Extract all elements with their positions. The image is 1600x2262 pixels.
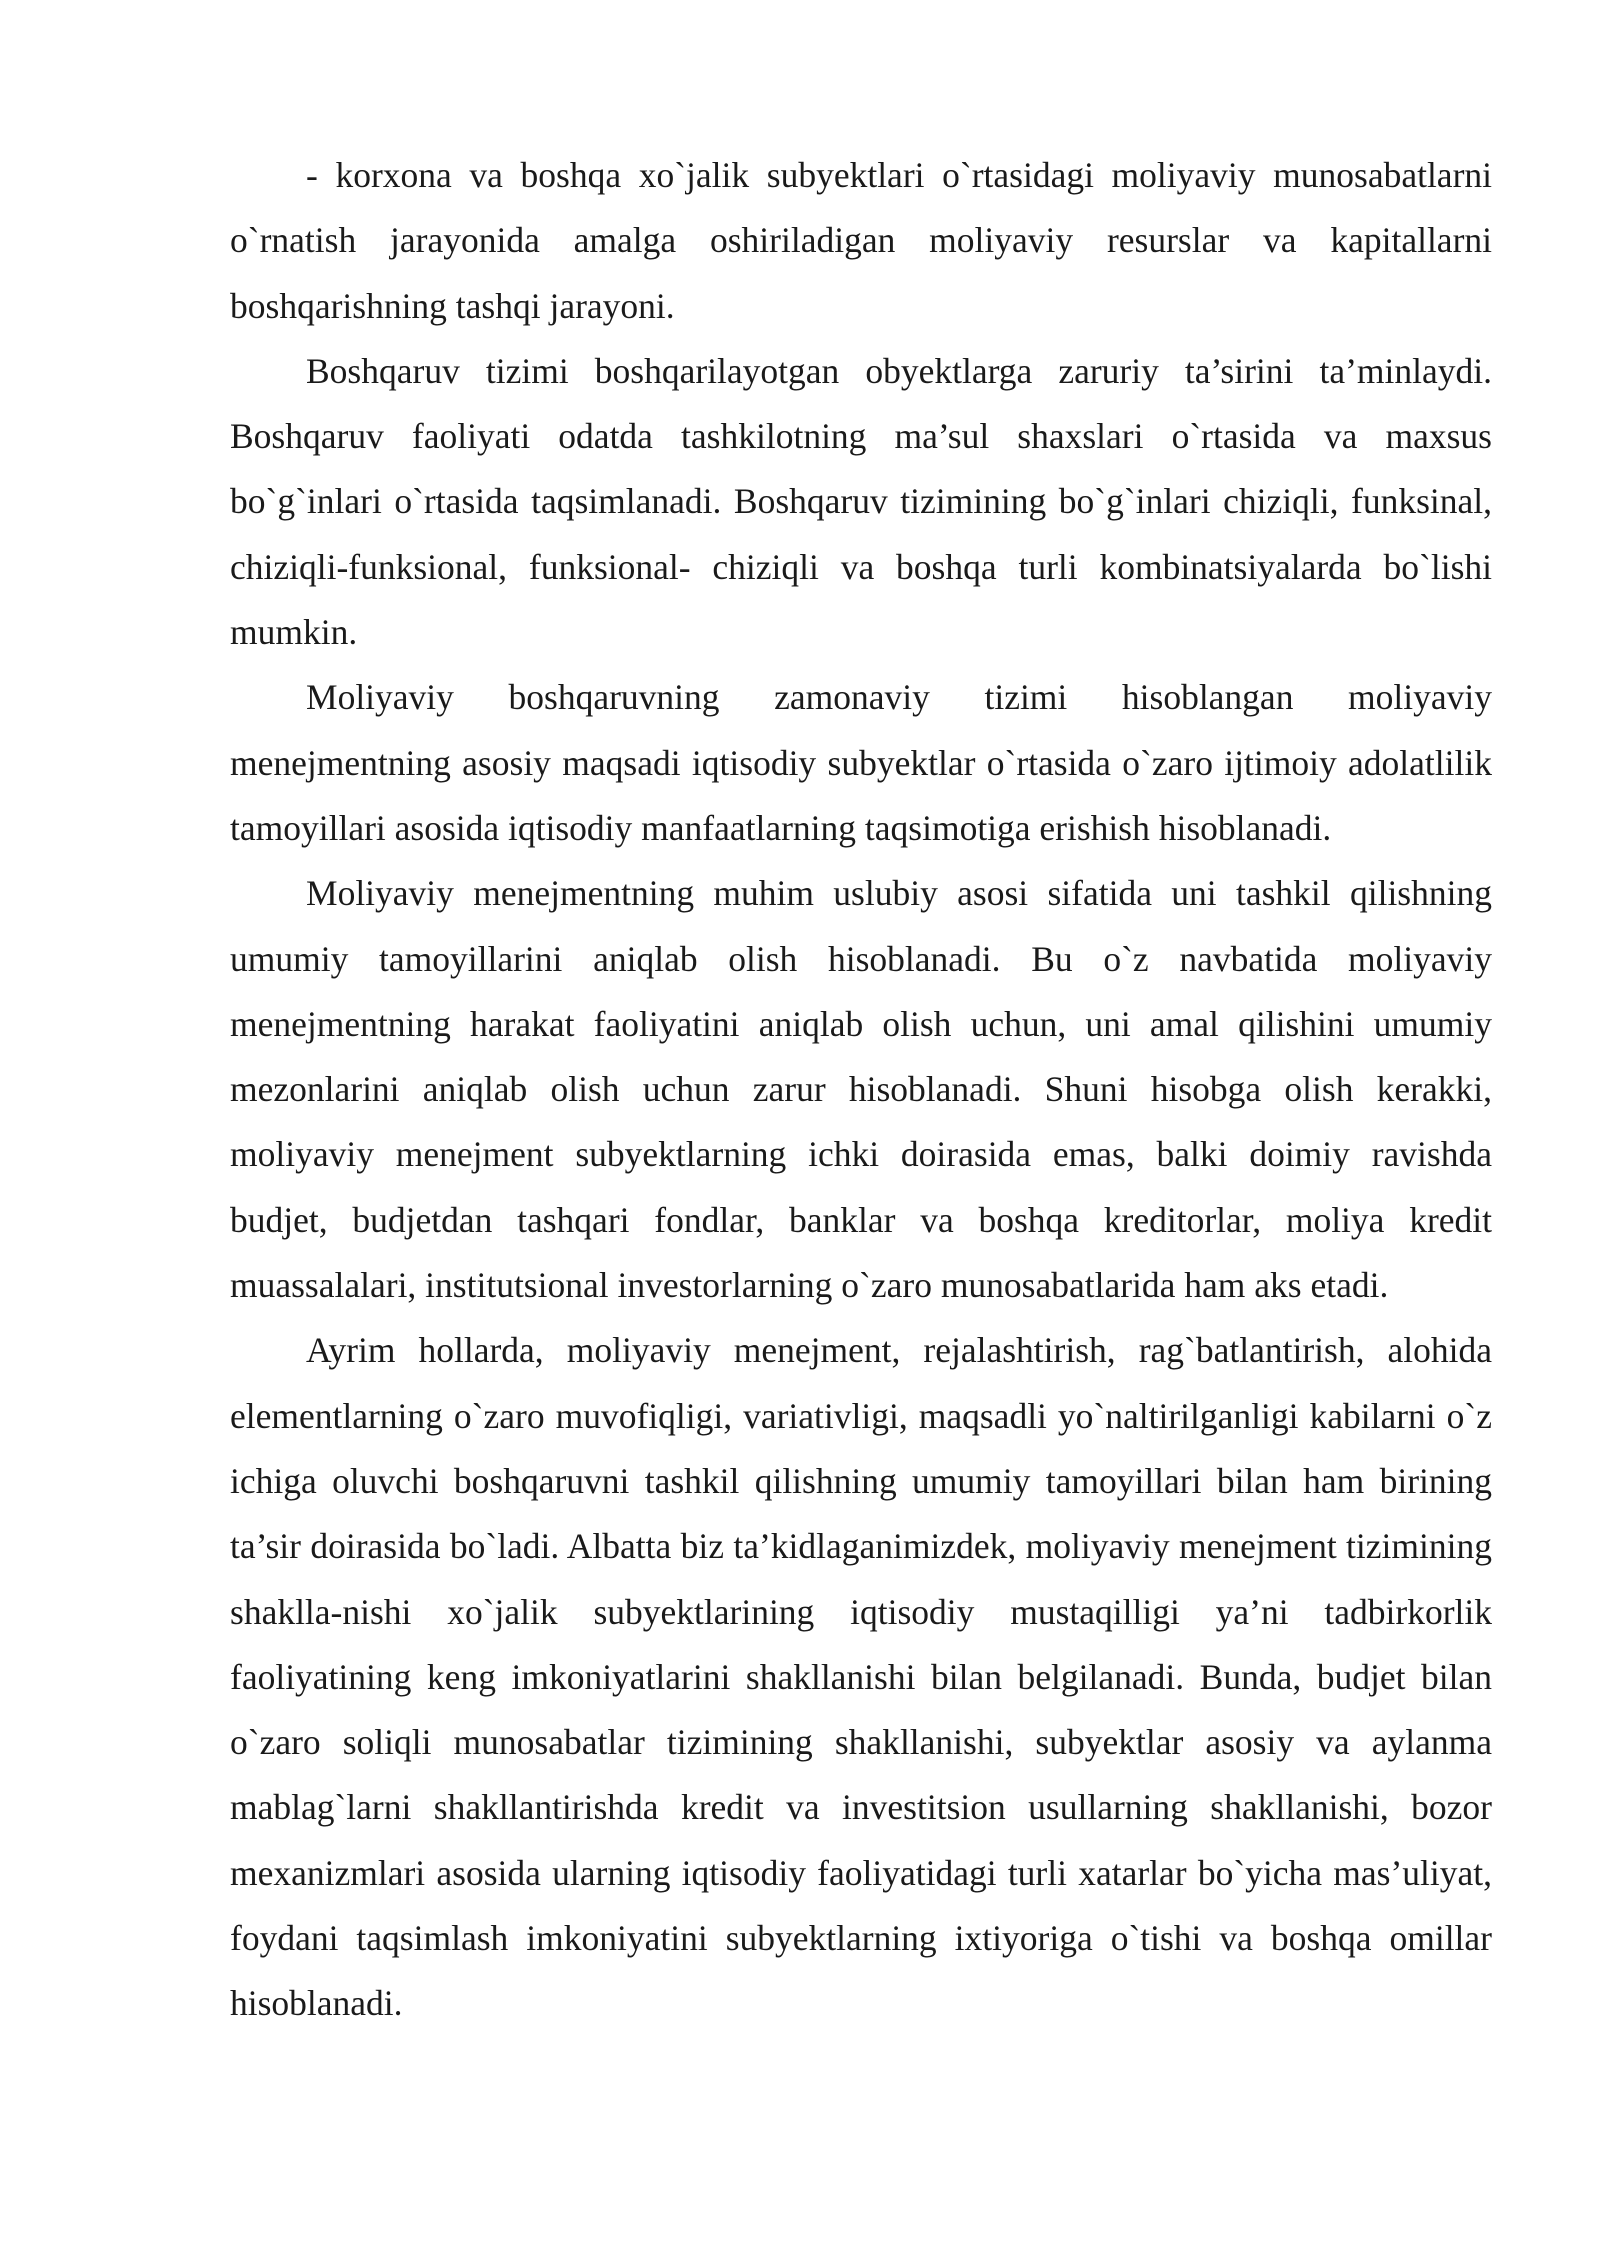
document-page	[230, 143, 1492, 2037]
paragraph: Ayrim hollarda, moliyaviy menejment, rejalashtirish, rag`batlantirish, alohida elementlarning o`zaro muvofiqligi, variativligi, maqsadli yo`naltirilganligi kabilarni o`z ichiga oluvchi boshqaruvni tashkil qilishning umumiy tamoyillari bilan ham birining ta’sir doirasida bo`ladi. Albatta biz ta’kidlaganimizdek, moliyaviy menejment tizimining shaklla-nishi xo`jalik subyektlarining iqtisodiy mustaqilligi ya’ni tadbirkorlik faoliyatining keng imkoniyatlarini shakllanishi bilan belgilanadi. Bunda, budjet bilan o`zaro soliqli munosabatlar tizimining shakllanishi, subyektlar asosiy va aylanma mablag`larni shakllantirishda kredit va investitsion usullarning shakllanishi, bozor mexanizmlari asosida ularning iqtisodiy faoliyatidagi turli xatarlar bo`yicha mas’uliyat, foydani taqsimlash imkoniyatini subyektlarning ixtiyoriga o`tishi va boshqa omillar hisoblanadi.	[230, 1330, 1492, 2024]
paragraph: - korxona va boshqa xo`jalik subyektlari o`rtasidagi moliyaviy munosabatlarni o`rnatish jarayonida amalga oshiriladigan moliyaviy resurslar va kapitallarni boshqarishning tashqi jarayoni.	[230, 155, 1492, 326]
paragraph: Moliyaviy menejmentning muhim uslubiy asosi sifatida uni tashkil qilishning umumiy tamoyillarini aniqlab olish hisoblanadi. Bu o`z navbatida moliyaviy menejmentning harakat faoliyatini aniqlab olish uchun, uni amal qilishini umumiy mezonlarini aniqlab olish uchun zarur hisoblanadi. Shuni hisobga olish kerakki, moliyaviy menejment subyektlarning ichki doirasida emas, balki doimiy ravishda budjet, budjetdan tashqari fondlar, banklar va boshqa kreditorlar, moliya kredit muassalalari, institutsional investorlarning o`zaro munosabatlarida ham aks etadi.	[230, 873, 1492, 1306]
paragraph: Boshqaruv tizimi boshqarilayotgan obyektlarga zaruriy ta’sirini ta’minlaydi. Boshqaruv faoliyati odatda tashkilotning ma’sul shaxslari o`rtasida va maxsus bo`g`inlari o`rtasida taqsimlanadi. Boshqaruv tizimining bo`g`inlari chiziqli, funksinal, chiziqli-funksional, funksional- chiziqli va boshqa turli kombinatsiyalarda bo`lishi mumkin.	[230, 350, 1492, 653]
paragraph: Moliyaviy boshqaruvning zamonaviy tizimi hisoblangan moliyaviy menejmentning asosiy maqsadi iqtisodiy subyektlar o`rtasida o`zaro ijtimoiy adolatlilik tamoyillari asosida iqtisodiy manfaatlarning taqsimotiga erishish hisoblanadi.	[230, 677, 1492, 848]
